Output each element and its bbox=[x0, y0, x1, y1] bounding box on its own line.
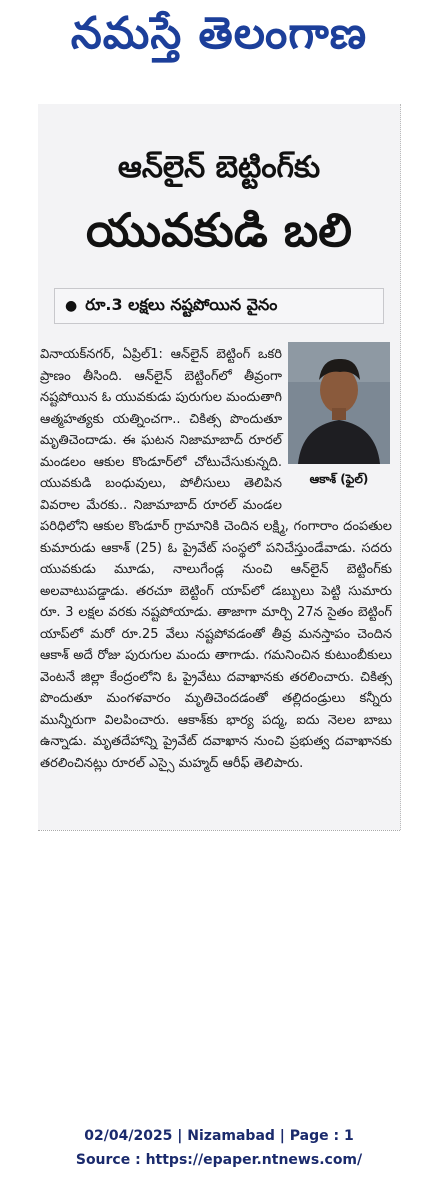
headline-line-2: యువకుడి బలి bbox=[86, 203, 352, 257]
article-body: వినాయక్‌నగర్, ఏప్రిల్1: ఆన్‌లైన్ బెట్టింగ్ ఒకరి ప్రాణం తీసింది. ఆన్‌లైన్ బెట్టింగ్‌లో తీవ్రంగా నష్టపోయిన ఓ యువకుడు పురుగుల మందుతాగి ఆత్మహత్యకు యత్నించగా.. చికిత్స పొందుతూ మృతిచెందాడు. ఈ ఘటన నిజామాబాద్ రూరల్ మండలం ఆకుల కొండూర్‌లో చోటుచేసుకున్నది. యువకుడి బంధువులు, పోలీసులు తెలిపిన వివరాల మేరకు.. నిజామాబాద్ రూరల్ మండల పరిధిలోని ఆకుల కొండూర్ గ్రామానికి చెందిన లక్ష్మి, గంగారాం దంపతుల కుమారుడు ఆకాశ్ (25) ఓ ప్రైవేట్ సంస్థలో పనిచేస్తుండేవాడు. సదరు యువకుడు మూడు, నాలుగేండ్ల నుంచి ఆన్‌లైన్ బెట్టింగ్‌కు అలవాటుపడ్డాడు. తరచూ బెట్టింగ్ యాప్‌లో డబ్బులు పెట్టి సుమారు రూ. 3 లక్షల వరకు నష్టపోయాడు. తాజాగా మార్చి 27న సైతం బెట్టింగ్ యాప్‌లో మరో రూ.25 వేలు నష్టపోవడంతో తీవ్ర మనస్తాపం చెందిన ఆకాశ్ అదే రోజు పురుగుల మందు తాగాడు. గమనించిన కుటుంబీకులు వెంటనే జిల్లా కేంద్రంలోని ఓ ప్రైవేటు దవాఖానకు తరలించారు. చికిత్స పొందుతూ మంగళవారం మృతిచెందడంతో తల్లిదండ్రులు కన్నీరు మున్నీరుగా విలపించారు. ఆకాశ్‌కు భార్య పద్మ, ఐదు నెలల బాబు ఉన్నాడు. మృతదేహాన్ని ప్రైవేట్ దవాఖాన నుంచి ప్రభుత్వ దవాఖానకు తరలించినట్లు రూరల్ ఎస్సై మహ్మద్ ఆరీఫ్ తెలిపారు. bbox=[40, 347, 392, 771]
photo-box bbox=[288, 342, 390, 492]
photo-caption: ఆకాశ్ (ఫైల్) bbox=[309, 472, 369, 486]
person-photo bbox=[288, 342, 390, 464]
headline-line-1: ఆన్‌లైన్ బెట్టింగ్‌కు bbox=[117, 150, 321, 185]
edition-info: 02/04/2025 | Nizamabad | Page : 1 bbox=[84, 1128, 354, 1144]
divider bbox=[38, 830, 400, 833]
bullet-icon: ● bbox=[65, 298, 78, 314]
newspaper-title: నమస్తే తెలంగాణ bbox=[70, 8, 368, 59]
subheading-box bbox=[54, 288, 384, 324]
person-silhouette-icon bbox=[288, 342, 390, 464]
subheading: రూ.3 లక్షలు నష్టపోయిన వైనం bbox=[85, 294, 278, 314]
source-info: Source : https://epaper.ntnews.com/ bbox=[75, 1152, 363, 1168]
masthead bbox=[0, 0, 438, 78]
